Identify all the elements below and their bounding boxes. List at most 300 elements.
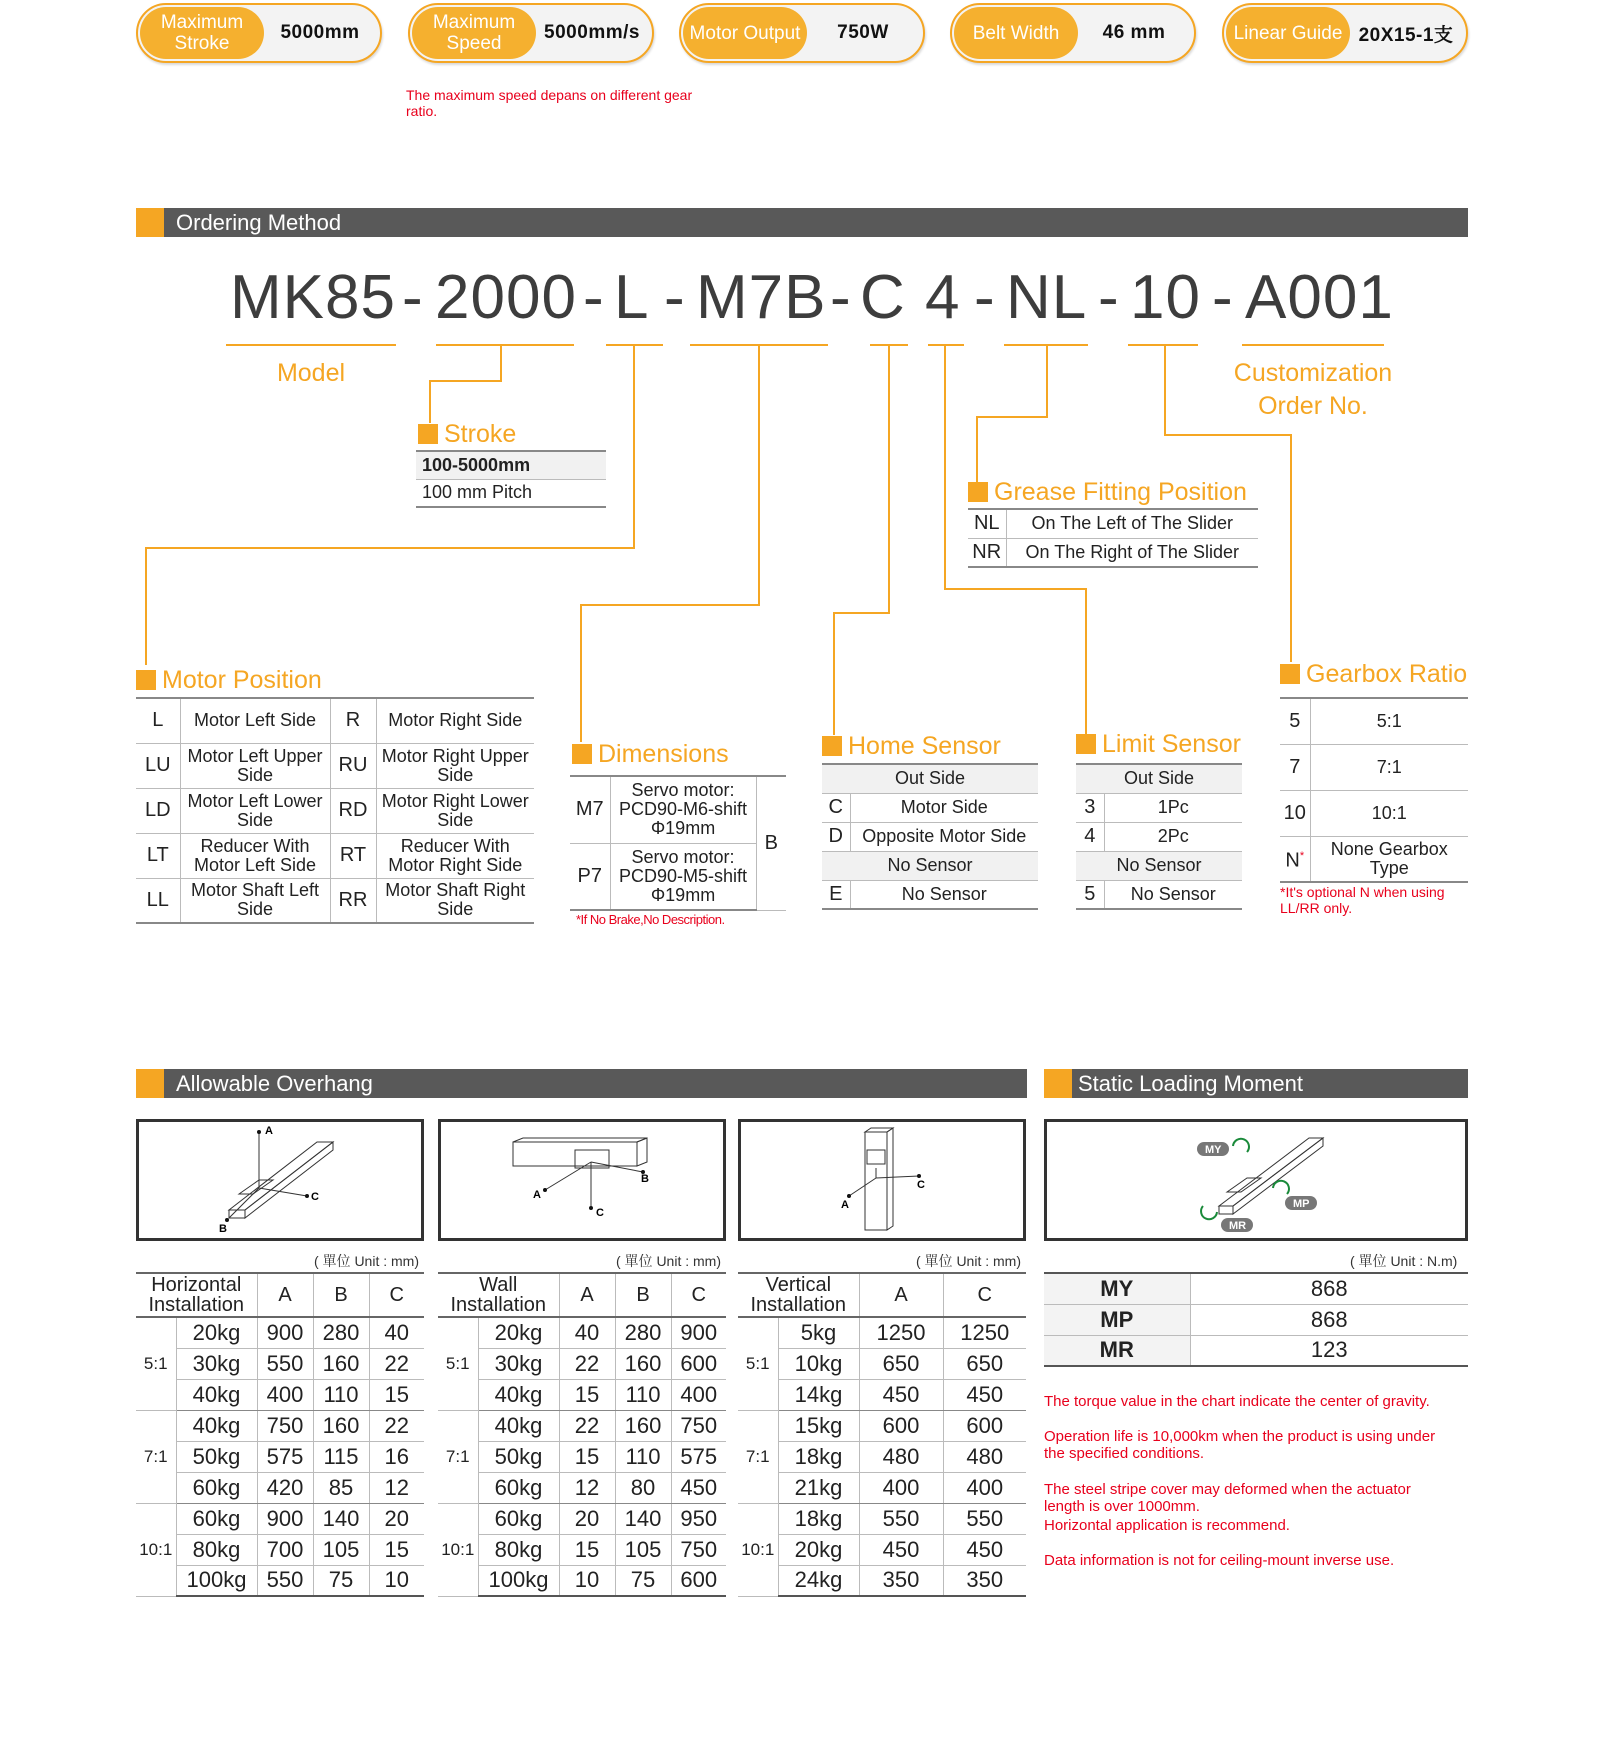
ratio-cell: 10:1 bbox=[738, 1503, 778, 1596]
mp-code: LL bbox=[136, 878, 180, 923]
col-header: C bbox=[369, 1273, 424, 1317]
spec-pill-motor-output bbox=[679, 3, 925, 63]
code-sep: - bbox=[664, 263, 686, 332]
underline-gearbox bbox=[1128, 344, 1198, 346]
hs-desc: Opposite Motor Side bbox=[850, 822, 1038, 851]
underline-stroke bbox=[436, 344, 574, 346]
section-bar-overhang: Allowable Overhang bbox=[136, 1069, 1027, 1098]
value-cell: 80 bbox=[615, 1472, 671, 1503]
value-cell: 450 bbox=[943, 1379, 1026, 1410]
ls-desc: 1Pc bbox=[1104, 793, 1242, 822]
value-cell: 110 bbox=[615, 1441, 671, 1472]
col-header: C bbox=[671, 1273, 726, 1317]
load-cell: 80kg bbox=[176, 1534, 257, 1565]
value-cell: 350 bbox=[859, 1565, 943, 1596]
ls-code: 5 bbox=[1076, 880, 1104, 909]
table-row bbox=[136, 1410, 424, 1441]
moment-note: Data information is not for ceiling-mount inverse use. bbox=[1044, 1552, 1395, 1569]
moment-note: Horizontal application is recommend. bbox=[1044, 1517, 1290, 1534]
spec-label: Maximum Stroke bbox=[140, 7, 264, 59]
hs-desc: Motor Side bbox=[850, 793, 1038, 822]
horizontal-header: Horizontal Installation bbox=[136, 1273, 257, 1317]
gb-code: 10 bbox=[1280, 790, 1310, 836]
value-cell: 15 bbox=[559, 1379, 615, 1410]
ls-code: 4 bbox=[1076, 822, 1104, 851]
value-cell: 750 bbox=[671, 1534, 726, 1565]
value-cell: 450 bbox=[859, 1379, 943, 1410]
col-header: A bbox=[859, 1273, 943, 1317]
table-row bbox=[438, 1441, 726, 1472]
table-row bbox=[438, 1379, 726, 1410]
value-cell: 16 bbox=[369, 1441, 424, 1472]
table-row bbox=[438, 1317, 726, 1348]
section-bar-static-moment: Static Loading Moment bbox=[1044, 1069, 1468, 1098]
gb-desc: 5:1 bbox=[1310, 698, 1468, 744]
axis-label-c: C bbox=[311, 1191, 319, 1203]
dim-code: P7 bbox=[570, 843, 610, 910]
ls-code: 3 bbox=[1076, 793, 1104, 822]
value-cell: 550 bbox=[257, 1565, 313, 1596]
stroke-title: Stroke bbox=[418, 420, 516, 449]
connector bbox=[944, 346, 946, 590]
moment-badge-mr: MR bbox=[1229, 1220, 1247, 1232]
moment-note: Operation life is 10,000km when the product is using under the specified conditions. bbox=[1044, 1428, 1436, 1462]
load-cell: 10kg bbox=[778, 1348, 859, 1379]
limit-sensor-table bbox=[1076, 763, 1242, 910]
load-cell: 100kg bbox=[176, 1565, 257, 1596]
moment-value: 868 bbox=[1190, 1304, 1468, 1335]
col-header: B bbox=[615, 1273, 671, 1317]
value-cell: 600 bbox=[943, 1410, 1026, 1441]
unit-label-moment: ( 單位 Unit : N.m) bbox=[1350, 1253, 1458, 1269]
value-cell: 20 bbox=[369, 1503, 424, 1534]
load-cell: 100kg bbox=[478, 1565, 559, 1596]
connector bbox=[1164, 434, 1292, 436]
load-cell: 18kg bbox=[778, 1503, 859, 1534]
table-row bbox=[438, 1534, 726, 1565]
grease-code: NL bbox=[968, 509, 1006, 538]
value-cell: 575 bbox=[671, 1441, 726, 1472]
value-cell: 600 bbox=[671, 1565, 726, 1596]
hs-code: D bbox=[822, 822, 850, 851]
value-cell: 15 bbox=[369, 1534, 424, 1565]
stroke-table bbox=[416, 450, 606, 508]
stroke-range: 100-5000mm bbox=[416, 451, 606, 479]
load-cell: 60kg bbox=[478, 1503, 559, 1534]
dim-code: M7 bbox=[570, 776, 610, 843]
grease-title: Grease Fitting Position bbox=[968, 478, 1247, 507]
mp-desc: Motor Left Lower Side bbox=[180, 788, 330, 833]
axis-label-c: C bbox=[596, 1207, 604, 1219]
value-cell: 10 bbox=[369, 1565, 424, 1596]
table-row bbox=[136, 1441, 424, 1472]
axis-label-a: A bbox=[533, 1189, 541, 1201]
ratio-cell: 5:1 bbox=[136, 1317, 176, 1410]
hs-code: C bbox=[822, 793, 850, 822]
connector bbox=[833, 612, 835, 735]
static-moment-diagram bbox=[1044, 1119, 1468, 1241]
load-cell: 18kg bbox=[778, 1441, 859, 1472]
home-sensor-title: Home Sensor bbox=[822, 732, 1001, 761]
ratio-cell: 5:1 bbox=[438, 1317, 478, 1410]
spec-pill-speed bbox=[408, 3, 654, 63]
code-sep: - bbox=[830, 263, 852, 332]
value-cell: 350 bbox=[943, 1565, 1026, 1596]
load-cell: 60kg bbox=[176, 1472, 257, 1503]
value-cell: 420 bbox=[257, 1472, 313, 1503]
moment-key: MY bbox=[1044, 1273, 1190, 1304]
underline-limit-sensor bbox=[928, 344, 964, 346]
mp-desc: Motor Shaft Left Side bbox=[180, 878, 330, 923]
underline-customization bbox=[1242, 344, 1384, 346]
dim-desc: Servo motor: PCD90-M6-shift Φ19mm bbox=[610, 776, 756, 843]
col-header: A bbox=[559, 1273, 615, 1317]
load-cell: 40kg bbox=[478, 1379, 559, 1410]
table-row bbox=[438, 1503, 726, 1534]
value-cell: 550 bbox=[943, 1503, 1026, 1534]
ratio-cell: 7:1 bbox=[136, 1410, 176, 1503]
connector bbox=[429, 380, 431, 423]
table-row bbox=[136, 1565, 424, 1596]
value-cell: 550 bbox=[859, 1503, 943, 1534]
moment-value: 123 bbox=[1190, 1335, 1468, 1366]
horizontal-diagram bbox=[136, 1119, 424, 1241]
connector bbox=[1046, 346, 1048, 418]
axis-label-a: A bbox=[265, 1125, 273, 1137]
home-sensor-header: Out Side bbox=[822, 764, 1038, 793]
mp-code: RT bbox=[330, 833, 376, 878]
wall-overhang-table bbox=[438, 1272, 726, 1597]
value-cell: 22 bbox=[559, 1348, 615, 1379]
value-cell: 12 bbox=[559, 1472, 615, 1503]
value-cell: 140 bbox=[615, 1503, 671, 1534]
value-cell: 160 bbox=[615, 1348, 671, 1379]
value-cell: 900 bbox=[257, 1503, 313, 1534]
load-cell: 30kg bbox=[478, 1348, 559, 1379]
spec-pill-stroke bbox=[136, 3, 382, 63]
gearbox-table bbox=[1280, 697, 1468, 883]
spec-label: Motor Output bbox=[683, 7, 807, 59]
gb-desc: None Gearbox Type bbox=[1310, 836, 1468, 882]
table-row bbox=[738, 1410, 1026, 1441]
axis-label-c: C bbox=[917, 1179, 925, 1191]
spec-value: 46 mm bbox=[1102, 22, 1166, 43]
horizontal-overhang-table bbox=[136, 1272, 424, 1597]
mp-desc: Reducer With Motor Left Side bbox=[180, 833, 330, 878]
gearbox-title: Gearbox Ratio bbox=[1280, 660, 1467, 689]
gb-code bbox=[1280, 836, 1310, 882]
value-cell: 85 bbox=[313, 1472, 369, 1503]
load-cell: 14kg bbox=[778, 1379, 859, 1410]
vertical-header: Vertical Installation bbox=[738, 1273, 859, 1317]
spec-value: 750W bbox=[837, 22, 889, 43]
table-row bbox=[438, 1565, 726, 1596]
load-cell: 30kg bbox=[176, 1348, 257, 1379]
value-cell: 10 bbox=[559, 1565, 615, 1596]
table-row bbox=[136, 1503, 424, 1534]
gb-code-sup: * bbox=[1299, 849, 1305, 862]
ratio-cell: 10:1 bbox=[438, 1503, 478, 1596]
moment-note: The steel stripe cover may deformed when the actuator length is over 1000mm. bbox=[1044, 1481, 1411, 1515]
value-cell: 1250 bbox=[859, 1317, 943, 1348]
load-cell: 20kg bbox=[778, 1534, 859, 1565]
home-sensor-table bbox=[822, 763, 1038, 910]
hs-desc: No Sensor bbox=[850, 880, 1038, 909]
model-label: Model bbox=[276, 359, 346, 387]
gb-desc: 10:1 bbox=[1310, 790, 1468, 836]
load-cell: 40kg bbox=[176, 1379, 257, 1410]
mp-desc: Motor Right Lower Side bbox=[376, 788, 534, 833]
axis-label-b: B bbox=[641, 1173, 649, 1185]
code-grease: NL bbox=[1006, 263, 1088, 332]
value-cell: 600 bbox=[859, 1410, 943, 1441]
load-cell: 20kg bbox=[478, 1317, 559, 1348]
ratio-cell: 7:1 bbox=[438, 1410, 478, 1503]
connector bbox=[580, 604, 760, 606]
code-stroke: 2000 bbox=[435, 263, 577, 332]
value-cell: 140 bbox=[313, 1503, 369, 1534]
code-sep: - bbox=[1098, 263, 1120, 332]
mp-desc: Motor Left Upper Side bbox=[180, 743, 330, 788]
gb-code: 5 bbox=[1280, 698, 1310, 744]
value-cell: 280 bbox=[313, 1317, 369, 1348]
value-cell: 480 bbox=[859, 1441, 943, 1472]
value-cell: 480 bbox=[943, 1441, 1026, 1472]
hs-desc: No Sensor bbox=[822, 851, 1038, 880]
grease-desc: On The Left of The Slider bbox=[1006, 509, 1258, 538]
spec-label: Maximum Speed bbox=[412, 7, 536, 59]
wall-header: Wall Installation bbox=[438, 1273, 559, 1317]
grease-code: NR bbox=[968, 538, 1006, 567]
value-cell: 1250 bbox=[943, 1317, 1026, 1348]
code-model: MK85 bbox=[230, 263, 396, 332]
value-cell: 15 bbox=[559, 1534, 615, 1565]
code-limit-sensor: 4 bbox=[925, 263, 961, 332]
value-cell: 75 bbox=[313, 1565, 369, 1596]
value-cell: 550 bbox=[257, 1348, 313, 1379]
grease-desc: On The Right of The Slider bbox=[1006, 538, 1258, 567]
col-header: C bbox=[943, 1273, 1026, 1317]
table-row bbox=[738, 1565, 1026, 1596]
code-sep: - bbox=[402, 263, 424, 332]
spec-label: Linear Guide bbox=[1226, 7, 1350, 59]
connector bbox=[429, 380, 502, 382]
stroke-pitch: 100 mm Pitch bbox=[416, 479, 606, 507]
mp-code: RD bbox=[330, 788, 376, 833]
table-row bbox=[136, 1379, 424, 1410]
grease-table bbox=[968, 508, 1258, 568]
motor-position-title: Motor Position bbox=[136, 666, 322, 695]
load-cell: 5kg bbox=[778, 1317, 859, 1348]
value-cell: 15 bbox=[369, 1379, 424, 1410]
mp-code: LD bbox=[136, 788, 180, 833]
value-cell: 105 bbox=[313, 1534, 369, 1565]
value-cell: 650 bbox=[859, 1348, 943, 1379]
ls-desc: No Sensor bbox=[1104, 880, 1242, 909]
connector bbox=[633, 346, 635, 549]
value-cell: 950 bbox=[671, 1503, 726, 1534]
table-row bbox=[136, 1534, 424, 1565]
connector bbox=[580, 604, 582, 742]
wall-actuator-icon bbox=[441, 1122, 723, 1238]
moment-note: The torque value in the chart indicate the center of gravity. bbox=[1044, 1393, 1430, 1410]
connector bbox=[888, 346, 890, 614]
unit-label-vertical: ( 單位 Unit : mm) bbox=[916, 1253, 1021, 1269]
table-row bbox=[738, 1503, 1026, 1534]
connector bbox=[145, 547, 147, 665]
value-cell: 600 bbox=[671, 1348, 726, 1379]
spec-value: 20X15-1支 bbox=[1358, 24, 1454, 46]
value-cell: 450 bbox=[943, 1534, 1026, 1565]
spec-label: Belt Width bbox=[954, 7, 1078, 59]
value-cell: 400 bbox=[671, 1379, 726, 1410]
brake-code: B bbox=[756, 776, 786, 910]
wall-diagram bbox=[438, 1119, 726, 1241]
motor-position-table bbox=[136, 697, 534, 924]
value-cell: 20 bbox=[559, 1503, 615, 1534]
load-cell: 40kg bbox=[176, 1410, 257, 1441]
code-home-sensor: C bbox=[860, 263, 906, 332]
table-row bbox=[738, 1534, 1026, 1565]
ratio-cell: 10:1 bbox=[136, 1503, 176, 1596]
spec-value: 5000mm bbox=[280, 22, 360, 43]
axis-label-b: B bbox=[219, 1223, 227, 1235]
table-row bbox=[136, 1317, 424, 1348]
table-row bbox=[738, 1317, 1026, 1348]
value-cell: 105 bbox=[615, 1534, 671, 1565]
value-cell: 110 bbox=[615, 1379, 671, 1410]
value-cell: 160 bbox=[615, 1410, 671, 1441]
value-cell: 40 bbox=[559, 1317, 615, 1348]
value-cell: 450 bbox=[671, 1472, 726, 1503]
load-cell: 60kg bbox=[478, 1472, 559, 1503]
spec-pill-linear-guide bbox=[1222, 3, 1468, 63]
load-cell: 50kg bbox=[176, 1441, 257, 1472]
value-cell: 400 bbox=[943, 1472, 1026, 1503]
mp-desc: Reducer With Motor Right Side bbox=[376, 833, 534, 878]
ls-desc: No Sensor bbox=[1076, 851, 1242, 880]
value-cell: 900 bbox=[671, 1317, 726, 1348]
customization-label: Customization Order No. bbox=[1233, 359, 1393, 420]
value-cell: 900 bbox=[257, 1317, 313, 1348]
table-row bbox=[438, 1410, 726, 1441]
vertical-actuator-icon bbox=[741, 1122, 1023, 1238]
spec-value: 5000mm/s bbox=[544, 22, 640, 43]
col-header: A bbox=[257, 1273, 313, 1317]
load-cell: 40kg bbox=[478, 1410, 559, 1441]
value-cell: 115 bbox=[313, 1441, 369, 1472]
table-row bbox=[738, 1348, 1026, 1379]
load-cell: 20kg bbox=[176, 1317, 257, 1348]
moment-badge-mp: MP bbox=[1293, 1198, 1310, 1210]
mp-code: RU bbox=[330, 743, 376, 788]
limit-sensor-title: Limit Sensor bbox=[1076, 730, 1241, 759]
section-bar-ordering: Ordering Method bbox=[136, 208, 1468, 237]
gb-desc: 7:1 bbox=[1310, 744, 1468, 790]
value-cell: 400 bbox=[257, 1379, 313, 1410]
mp-code: LU bbox=[136, 743, 180, 788]
brake-note: *If No Brake,No Description. bbox=[576, 912, 725, 927]
connector bbox=[976, 416, 978, 482]
dimensions-title: Dimensions bbox=[572, 740, 729, 769]
value-cell: 750 bbox=[671, 1410, 726, 1441]
connector bbox=[1290, 434, 1292, 662]
code-customization: A001 bbox=[1245, 263, 1394, 332]
spec-pill-belt-width bbox=[950, 3, 1196, 63]
load-cell: 15kg bbox=[778, 1410, 859, 1441]
gearbox-note: *It's optional N when using LL/RR only. bbox=[1280, 884, 1445, 916]
code-sep: - bbox=[583, 263, 605, 332]
table-row bbox=[738, 1441, 1026, 1472]
load-cell: 80kg bbox=[478, 1534, 559, 1565]
mp-desc: Motor Left Side bbox=[180, 698, 330, 743]
value-cell: 15 bbox=[559, 1441, 615, 1472]
unit-label-horizontal: ( 單位 Unit : mm) bbox=[314, 1253, 419, 1269]
code-dimension: M7B bbox=[696, 263, 827, 332]
value-cell: 22 bbox=[559, 1410, 615, 1441]
connector bbox=[976, 416, 1048, 418]
load-cell: 21kg bbox=[778, 1472, 859, 1503]
value-cell: 110 bbox=[313, 1379, 369, 1410]
connector bbox=[833, 612, 890, 614]
table-row bbox=[438, 1472, 726, 1503]
value-cell: 12 bbox=[369, 1472, 424, 1503]
code-motor-pos: L bbox=[614, 263, 650, 332]
connector bbox=[758, 346, 760, 606]
speed-note: The maximum speed depans on different gear ratio. bbox=[406, 87, 693, 119]
value-cell: 22 bbox=[369, 1348, 424, 1379]
mp-desc: Motor Shaft Right Side bbox=[376, 878, 534, 923]
mp-code: LT bbox=[136, 833, 180, 878]
mp-code: L bbox=[136, 698, 180, 743]
mp-code: RR bbox=[330, 878, 376, 923]
mp-code: R bbox=[330, 698, 376, 743]
table-row bbox=[136, 1348, 424, 1379]
load-cell: 50kg bbox=[478, 1441, 559, 1472]
connector bbox=[1085, 588, 1087, 734]
connector bbox=[944, 588, 1087, 590]
table-row bbox=[738, 1472, 1026, 1503]
mp-desc: Motor Right Side bbox=[376, 698, 534, 743]
load-cell: 60kg bbox=[176, 1503, 257, 1534]
value-cell: 160 bbox=[313, 1410, 369, 1441]
value-cell: 650 bbox=[943, 1348, 1026, 1379]
connector bbox=[1164, 346, 1166, 436]
connector bbox=[145, 547, 635, 549]
table-row bbox=[738, 1379, 1026, 1410]
load-cell: 24kg bbox=[778, 1565, 859, 1596]
table-row bbox=[438, 1348, 726, 1379]
code-sep: - bbox=[1212, 263, 1234, 332]
value-cell: 700 bbox=[257, 1534, 313, 1565]
dimensions-table bbox=[570, 775, 786, 911]
horizontal-actuator-icon bbox=[139, 1122, 421, 1238]
limit-sensor-header: Out Side bbox=[1076, 764, 1242, 793]
ls-desc: 2Pc bbox=[1104, 822, 1242, 851]
value-cell: 750 bbox=[257, 1410, 313, 1441]
connector bbox=[500, 346, 502, 382]
moment-value: 868 bbox=[1190, 1273, 1468, 1304]
value-cell: 450 bbox=[859, 1534, 943, 1565]
value-cell: 160 bbox=[313, 1348, 369, 1379]
static-moment-table bbox=[1044, 1272, 1468, 1367]
moment-key: MP bbox=[1044, 1304, 1190, 1335]
gb-code: 7 bbox=[1280, 744, 1310, 790]
value-cell: 40 bbox=[369, 1317, 424, 1348]
value-cell: 22 bbox=[369, 1410, 424, 1441]
ratio-cell: 5:1 bbox=[738, 1317, 778, 1410]
value-cell: 400 bbox=[859, 1472, 943, 1503]
